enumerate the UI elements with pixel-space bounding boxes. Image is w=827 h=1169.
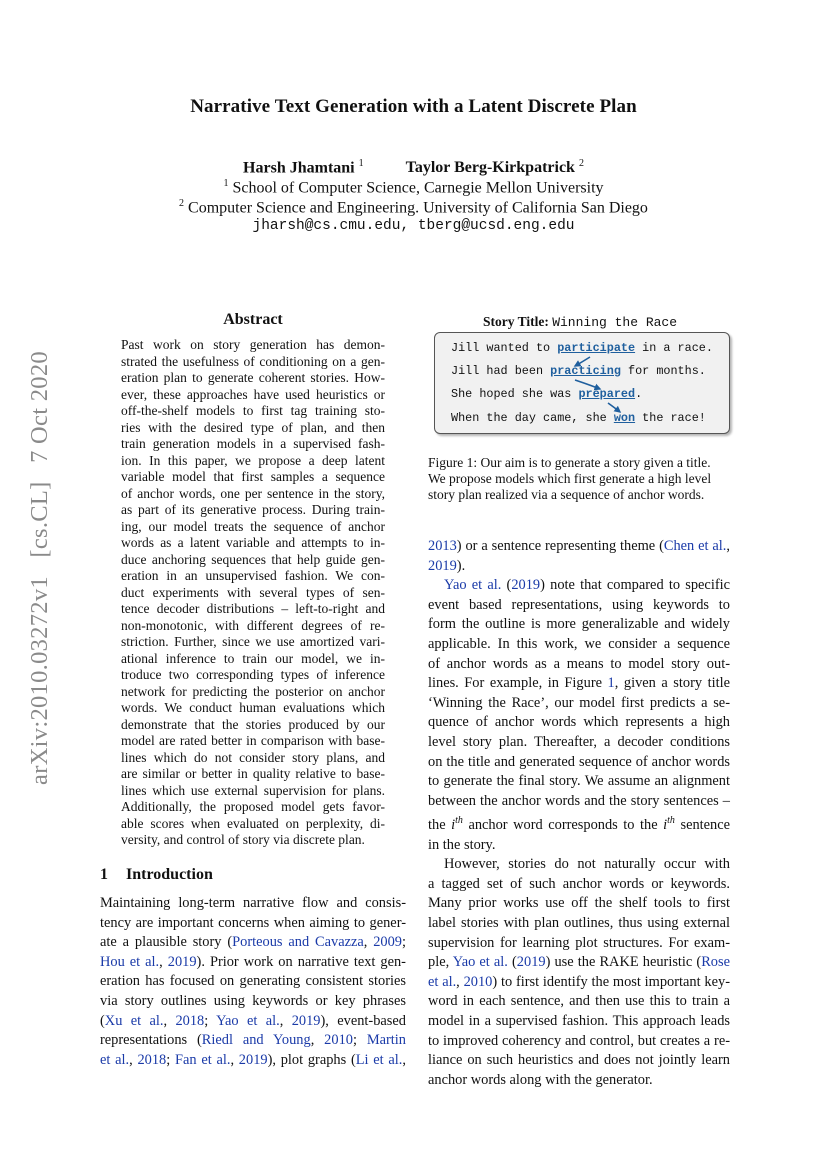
text-run: ,	[456, 973, 464, 990]
citation-link[interactable]: et al.	[428, 973, 457, 990]
arxiv-stamp	[26, 351, 54, 785]
abstract-line: troduce two corresponding types of inference	[121, 667, 385, 682]
affiliation-text: School of Computer Science, Carnegie Mellon University	[232, 179, 604, 197]
anchor-word: won	[613, 411, 636, 425]
math-var: i	[663, 817, 668, 834]
citation-link[interactable]: 2009	[373, 934, 402, 951]
text-run: When the day came, she	[451, 411, 614, 425]
text-line	[100, 933, 406, 953]
citation-link[interactable]: Riedl and Young	[201, 1032, 311, 1049]
math-var: i	[451, 817, 456, 834]
text-line	[428, 537, 730, 557]
introduction-body	[100, 894, 406, 1070]
text-run: event based representations, using keywords to	[428, 596, 730, 613]
text-line	[428, 655, 730, 675]
text-run: supervision for learning plot structures. For exam-	[428, 934, 730, 951]
text-run: (	[507, 954, 517, 971]
citation-link[interactable]: 2019	[428, 557, 457, 574]
text-run: .	[635, 387, 643, 401]
text-run: ) note that compared to specific	[540, 577, 730, 594]
text-run: between the anchor words and the story sentences –	[428, 792, 730, 809]
abstract-line: tence decoder distributions – left-to-right and	[121, 601, 385, 616]
text-run: Many prior works use off the shelf tools to first	[428, 895, 730, 912]
story-sentence	[451, 411, 706, 425]
text-line	[100, 1012, 406, 1032]
section-heading-introduction	[100, 866, 213, 884]
text-line	[428, 753, 730, 773]
text-run: on the title and generated sequence of anchor words	[428, 753, 730, 770]
text-run: of anchor words as a means to model story out-	[428, 655, 730, 672]
text-run: Maintaining long-term narrative flow and consis-	[100, 895, 406, 911]
text-line	[428, 934, 730, 954]
section-number: 1	[100, 866, 108, 883]
text-line	[100, 894, 406, 914]
text-run: ), event-based	[320, 1012, 406, 1029]
text-run: anchor words along with the generator.	[428, 1071, 653, 1088]
text-run: liance on such heuristics and does not jointly learn	[428, 1052, 730, 1069]
text-run: tency are important concerns when aiming to gener-	[100, 914, 406, 931]
story-sentence	[451, 364, 706, 378]
text-line	[428, 674, 730, 694]
text-run: However, stories do not naturally occur with	[444, 856, 730, 873]
text-run: ;	[352, 1032, 367, 1049]
affiliation-mark: 2	[179, 198, 185, 209]
citation-link[interactable]: et al.	[100, 1051, 130, 1068]
text-line	[428, 557, 730, 577]
author-name: Harsh Jhamtani	[243, 159, 355, 177]
text-line	[428, 1012, 730, 1032]
text-run: ) or a sentence representing theme (	[456, 538, 664, 554]
text-run: She hoped she was	[451, 387, 579, 401]
text-line	[428, 914, 730, 934]
text-run: ;	[204, 1012, 217, 1029]
section-title: Introduction	[126, 866, 213, 883]
citation-link[interactable]: Yao et al.	[452, 954, 508, 971]
text-run: to improved coherency and control, but creates a re-	[428, 1032, 730, 1049]
text-line	[100, 953, 406, 973]
abstract-line: striction. Further, since we use amortized vari-	[121, 634, 385, 649]
text-run: Jill had been	[451, 364, 551, 378]
abstract-line: lines which use external supervision for plans.	[121, 782, 385, 798]
arxiv-category: [cs.CL]	[26, 481, 53, 558]
text-line	[428, 992, 730, 1012]
text-run: label stories with plan outlines, thus using external	[428, 915, 730, 932]
anchor-word: prepared	[578, 387, 636, 401]
abstract-line: words as a latent variable and attempts to in-	[121, 535, 385, 550]
abstract-line: ries with the desired type of plan, and then	[121, 419, 385, 435]
text-line	[100, 1051, 406, 1071]
abstract-line: eration plan to generate coherent stories. How-	[121, 370, 385, 385]
citation-link[interactable]: Yao et al.	[444, 577, 502, 594]
text-run: a tagged set of such anchor words or keywords.	[428, 875, 730, 892]
citation-link[interactable]: Porteous and Cavazza	[232, 934, 364, 951]
abstract-line: lines which do not consider story plans, and	[121, 749, 385, 765]
text-run: in the story.	[428, 836, 496, 853]
citation-link[interactable]: Xu et al.	[104, 1012, 164, 1029]
abstract-line: words. We conduct human evaluations which	[121, 700, 385, 715]
text-run: ;	[166, 1051, 175, 1068]
abstract-line: Additionally, the proposed model gets favor-	[121, 799, 385, 814]
text-run: (	[100, 1012, 105, 1029]
text-run: anchor word corresponds to the	[462, 817, 664, 834]
citation-link[interactable]: 2010	[324, 1032, 353, 1049]
math-superscript: th	[455, 815, 463, 827]
citation-link[interactable]: Martin	[366, 1032, 406, 1049]
text-line	[428, 1051, 730, 1071]
abstract-line: ion. In this paper, we propose a deep latent	[121, 452, 385, 468]
text-line	[428, 811, 730, 835]
figure-story-title	[420, 314, 740, 330]
text-run: ,	[163, 1012, 176, 1029]
text-run: in a race.	[635, 341, 713, 355]
text-line	[428, 772, 730, 792]
text-run: eration has focused on generating consistent stories	[100, 973, 406, 990]
text-run: to generate the final story. We assume an alignment	[428, 773, 730, 790]
story-sentence	[451, 387, 642, 401]
text-run: lines. For example, in Figure	[428, 675, 608, 692]
text-run: Jill wanted to	[451, 341, 558, 355]
text-run: (	[501, 577, 512, 594]
text-run: sentence	[674, 817, 731, 834]
citation-link[interactable]: 2019	[511, 577, 541, 594]
story-title-text: Winning the Race	[552, 315, 678, 330]
anchor-word: practicing	[550, 364, 621, 378]
citation-link[interactable]: Hou et al.	[100, 953, 160, 970]
abstract-line: ever, these approaches have used heuristics or	[121, 386, 385, 402]
abstract-line: variable model that first samples a sequence	[121, 469, 385, 484]
abstract-line: as part of its generative process. During train-	[121, 502, 385, 517]
text-line	[428, 733, 730, 753]
author-name: Taylor Berg-Kirkpatrick	[405, 159, 575, 177]
text-run: ) to first identify the most important key-	[492, 973, 730, 990]
text-run: ,	[363, 934, 374, 951]
author-list	[0, 158, 827, 177]
citation-link[interactable]: 1	[607, 675, 615, 692]
text-run: ,	[159, 953, 168, 970]
text-line	[428, 953, 730, 973]
abstract-line: strated the usefulness of conditioning on a gen-	[121, 353, 385, 369]
author-emails: jharsh@cs.cmu.edu, tberg@ucsd.eng.edu	[252, 218, 575, 234]
figure-caption: Figure 1: Our aim is to generate a story given a title. We propose models which first generate a high level story plan realized via a sequence of anchor words.	[428, 455, 712, 503]
affiliation-mark: 1	[223, 178, 229, 189]
text-run: ,	[726, 538, 730, 554]
citation-link[interactable]: 2018	[137, 1051, 167, 1068]
text-line	[100, 992, 406, 1012]
author-affiliation-mark: 1	[358, 158, 364, 169]
citation-link[interactable]: Yao et al.	[216, 1012, 280, 1029]
text-run: ;	[402, 934, 406, 951]
text-run: for months.	[620, 364, 706, 378]
citation-link[interactable]: 2019	[238, 1051, 268, 1068]
text-run: representations (	[100, 1032, 202, 1049]
abstract-line: are similar or better in quality relative to base-	[121, 766, 385, 781]
citation-link[interactable]: Rose	[701, 954, 730, 971]
text-run: ‘Winning the Race’, our model first predicts a se-	[428, 694, 730, 711]
citation-link[interactable]: 2010	[463, 973, 493, 990]
abstract-line: of anchor words, one per sentence in the story,	[121, 485, 385, 501]
anchor-word: participate	[557, 341, 636, 355]
text-run: level story plan. Thereafter, a decoder conditions	[428, 733, 730, 750]
author-affiliation-mark: 2	[578, 158, 584, 169]
text-run: form the outline is more generalizable and widely	[428, 616, 730, 633]
text-run: model in a supervised fashion. This approach leads	[428, 1013, 730, 1030]
citation-link[interactable]: Fan et al.	[175, 1051, 231, 1068]
text-line	[428, 875, 730, 895]
text-line	[428, 635, 730, 655]
right-column-body	[428, 537, 730, 1090]
affiliation	[0, 198, 827, 217]
text-run: , given a story title	[614, 675, 730, 692]
text-line	[428, 576, 730, 596]
abstract-line: network for predicting the posterior on anchor	[121, 683, 385, 699]
text-run: ,	[279, 1012, 292, 1029]
paper-title: Narrative Text Generation with a Latent Discrete Plan	[190, 96, 637, 117]
text-line	[428, 894, 730, 914]
affiliation	[0, 178, 827, 197]
abstract-line: train generation models in a supervised fash-	[121, 436, 385, 451]
abstract-line: demonstrate that the stories produced by our	[121, 716, 385, 732]
text-line	[428, 1032, 730, 1052]
text-run: the	[428, 817, 452, 834]
text-line	[428, 1071, 730, 1091]
text-line	[428, 792, 730, 812]
abstract-line: versity, and control of story via discrete plan.	[121, 832, 365, 847]
text-run: ,	[310, 1032, 325, 1049]
citation-link[interactable]: Chen et al.	[663, 538, 727, 554]
text-run: ). Prior work on narrative text gen-	[196, 953, 406, 970]
abstract-line: ing, our model treats the sequence of anchor	[121, 518, 385, 534]
text-run: quence of anchor words which represents a high	[428, 714, 730, 731]
text-line	[428, 615, 730, 635]
text-run: via story outlines using keywords or key phrases	[100, 992, 406, 1009]
text-line	[100, 1031, 406, 1051]
abstract-line: Past work on story generation has demon-	[121, 337, 385, 352]
abstract-line: ational inference to train our model, we in-	[121, 650, 385, 666]
abstract-line: duce anchoring sequences that help guide gen-	[121, 551, 385, 567]
citation-link[interactable]: Li et al.	[355, 1051, 403, 1068]
arxiv-id: arXiv:2010.03272v1	[26, 576, 53, 785]
story-title-label: Story Title:	[482, 314, 549, 329]
citation-link[interactable]: 2018	[175, 1012, 205, 1029]
math-superscript: th	[667, 815, 675, 827]
abstract-line: model are rated better in comparison with base-	[121, 733, 385, 748]
abstract-line: non-monotonic, with different degrees of re-	[121, 617, 385, 633]
text-line	[428, 973, 730, 993]
text-run: ,	[402, 1051, 407, 1068]
citation-link[interactable]: 2019	[167, 953, 197, 970]
text-run: ate a plausible story (	[100, 934, 233, 951]
text-run: ,	[230, 1051, 239, 1068]
abstract-line: able scores when evaluated on perplexity, di-	[121, 815, 385, 831]
citation-link[interactable]: 2019	[516, 954, 546, 971]
text-line	[428, 855, 730, 875]
text-run: the race!	[635, 411, 706, 425]
text-run: ) use the RAKE heuristic (	[545, 954, 702, 971]
text-run: ).	[456, 557, 466, 574]
abstract-body	[121, 337, 385, 849]
text-line	[428, 694, 730, 714]
text-run: ), plot graphs (	[267, 1051, 356, 1068]
text-line	[100, 972, 406, 992]
story-sentence	[451, 341, 713, 355]
affiliation-text: Computer Science and Engineering. University of California San Diego	[188, 199, 648, 217]
text-line	[428, 596, 730, 616]
text-run: word in each sentence, and then use this to train a	[428, 993, 730, 1010]
text-line	[100, 914, 406, 934]
citation-link[interactable]: 2019	[291, 1012, 321, 1029]
abstract-heading: Abstract	[223, 311, 283, 328]
text-line	[428, 713, 730, 733]
text-line	[428, 836, 730, 856]
text-run: applicable. In this work, we consider a sequence	[428, 635, 730, 652]
abstract-line: eration in an unsupervised fashion. We con-	[121, 568, 385, 583]
text-run: ,	[129, 1051, 138, 1068]
abstract-line: off-the-shelf models to first tag training sto-	[121, 403, 385, 418]
citation-link[interactable]: 2013	[428, 538, 457, 554]
abstract-line: duct experiments with several types of sen-	[121, 584, 385, 600]
arxiv-date: 7 Oct 2020	[26, 351, 53, 463]
text-run: ple,	[428, 954, 453, 971]
